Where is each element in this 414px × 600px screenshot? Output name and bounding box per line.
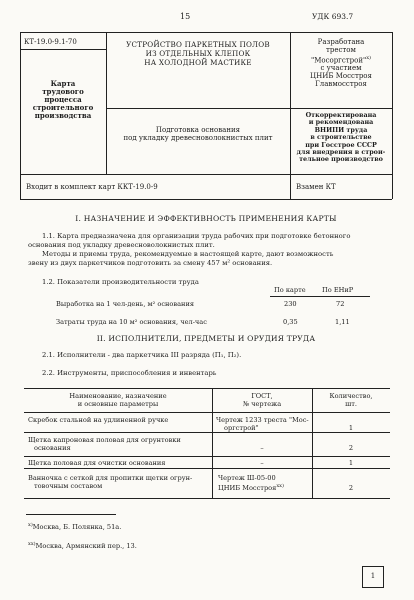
paragraph-2-2: 2.2. Инструменты, приспособления и инвентарь [42, 369, 217, 377]
indicator-output-enir: 72 [336, 300, 345, 308]
card-code: КТ-19.0-9.1-70 [24, 38, 77, 46]
table-row-1-gost: Чертеж 1233 треста "Мос- оргстрой" [216, 416, 309, 432]
table-row-1-name: Скребок стальной на удлиненной ручке [28, 416, 169, 424]
approval-block: Откорректирована и рекомендована ВНИПИ труда в строительстве при Госстрое СССР для внедрения в строи- тельное производство [296, 111, 386, 164]
indicator-labor-enir: 1,11 [335, 318, 350, 326]
table-row-2-name: Щетка капроновая половая для огрунтовки основания [28, 436, 181, 452]
document-title: УСТРОЙСТВО ПАРКЕТНЫХ ПОЛОВ ИЗ ОТДЕЛЬНЫХ КЛЕПОК НА ХОЛОДНОЙ МАСТИКЕ [126, 40, 270, 67]
table-header-gost: ГОСТ, № чертежа [242, 392, 282, 408]
table-row-2-gost: – [260, 444, 264, 452]
table-header-qty: Количество, шт. [329, 392, 373, 408]
table-row-1-qty: 1 [348, 424, 354, 432]
udk-code: УДК 693.7 [312, 12, 354, 21]
indicators-title: 1.2. Показатели производительности труда [42, 278, 199, 286]
table-row-3-qty: 1 [348, 459, 354, 467]
indicator-output-label: Выработка на 1 чел-день, м² основания [56, 300, 194, 308]
footnote-1: $^{х)}$Москва, Б. Полянка, 51а. [28, 522, 122, 532]
table-row-4-qty: 2 [348, 484, 354, 492]
footer-page-number: 1 [370, 572, 376, 580]
developer-block: Разработана трестом "Мосоргстрой"$^{х)}$ с участием ЦНИБ Мосстроя Главмосстроя [310, 38, 372, 89]
replaces-card: Взамен КТ [296, 183, 336, 191]
table-row-3-gost: – [260, 459, 264, 467]
indicator-output-card: 230 [284, 300, 297, 308]
indicator-labor-card: 0,35 [283, 318, 298, 326]
table-header-name: Наименование, назначение и основные параметры [69, 392, 167, 408]
paragraph-2-1: 2.1. Исполнители - два паркетчика III разряда (П₁, П₂). [42, 351, 242, 359]
section-1-heading: I. НАЗНАЧЕНИЕ И ЭФФЕКТИВНОСТЬ ПРИМЕНЕНИЯ КАРТЫ [75, 214, 337, 223]
table-row-2-qty: 2 [348, 444, 354, 452]
indicator-labor-label: Затраты труда на 10 м² основания, чел-час [56, 318, 207, 326]
card-label: Карта трудового процесса строительного производства [32, 79, 94, 120]
column-by-enir: По ЕНиР [322, 286, 354, 294]
table-row-4-gost: Чертеж Ш-05-00 ЦНИБ Мосстроя$^{хх)}$ [218, 474, 284, 493]
footnote-2: $^{хх)}$Москва, Армянский пер., 13. [28, 541, 137, 551]
table-row-3-name: Щетка половая для очистки основания [28, 459, 166, 467]
paragraph-1-1: 1.1. Карта предназначена для организации труда рабочих при подготовке бетонного основания под укладку древесноволокнистых плит. Методы и приемы труда, рекомендуемые в настоящей карте, дают возможность звену из двух паркетчиков подготовить за смену 457 м² основания. [28, 232, 351, 267]
included-in-set: Входит в комплект карт ККТ-19.0-9 [26, 183, 158, 191]
section-2-heading: II. ИСПОЛНИТЕЛИ, ПРЕДМЕТЫ И ОРУДИЯ ТРУДА [96, 334, 316, 343]
document-subtitle: Подготовка основания под укладку древесноволокнистых плит [123, 126, 273, 142]
table-row-4-name: Ванночка с сеткой для пропитки щетки огрун- товочным составом [28, 474, 193, 490]
column-by-card: По карте [274, 286, 306, 294]
page-number: 15 [180, 12, 191, 21]
